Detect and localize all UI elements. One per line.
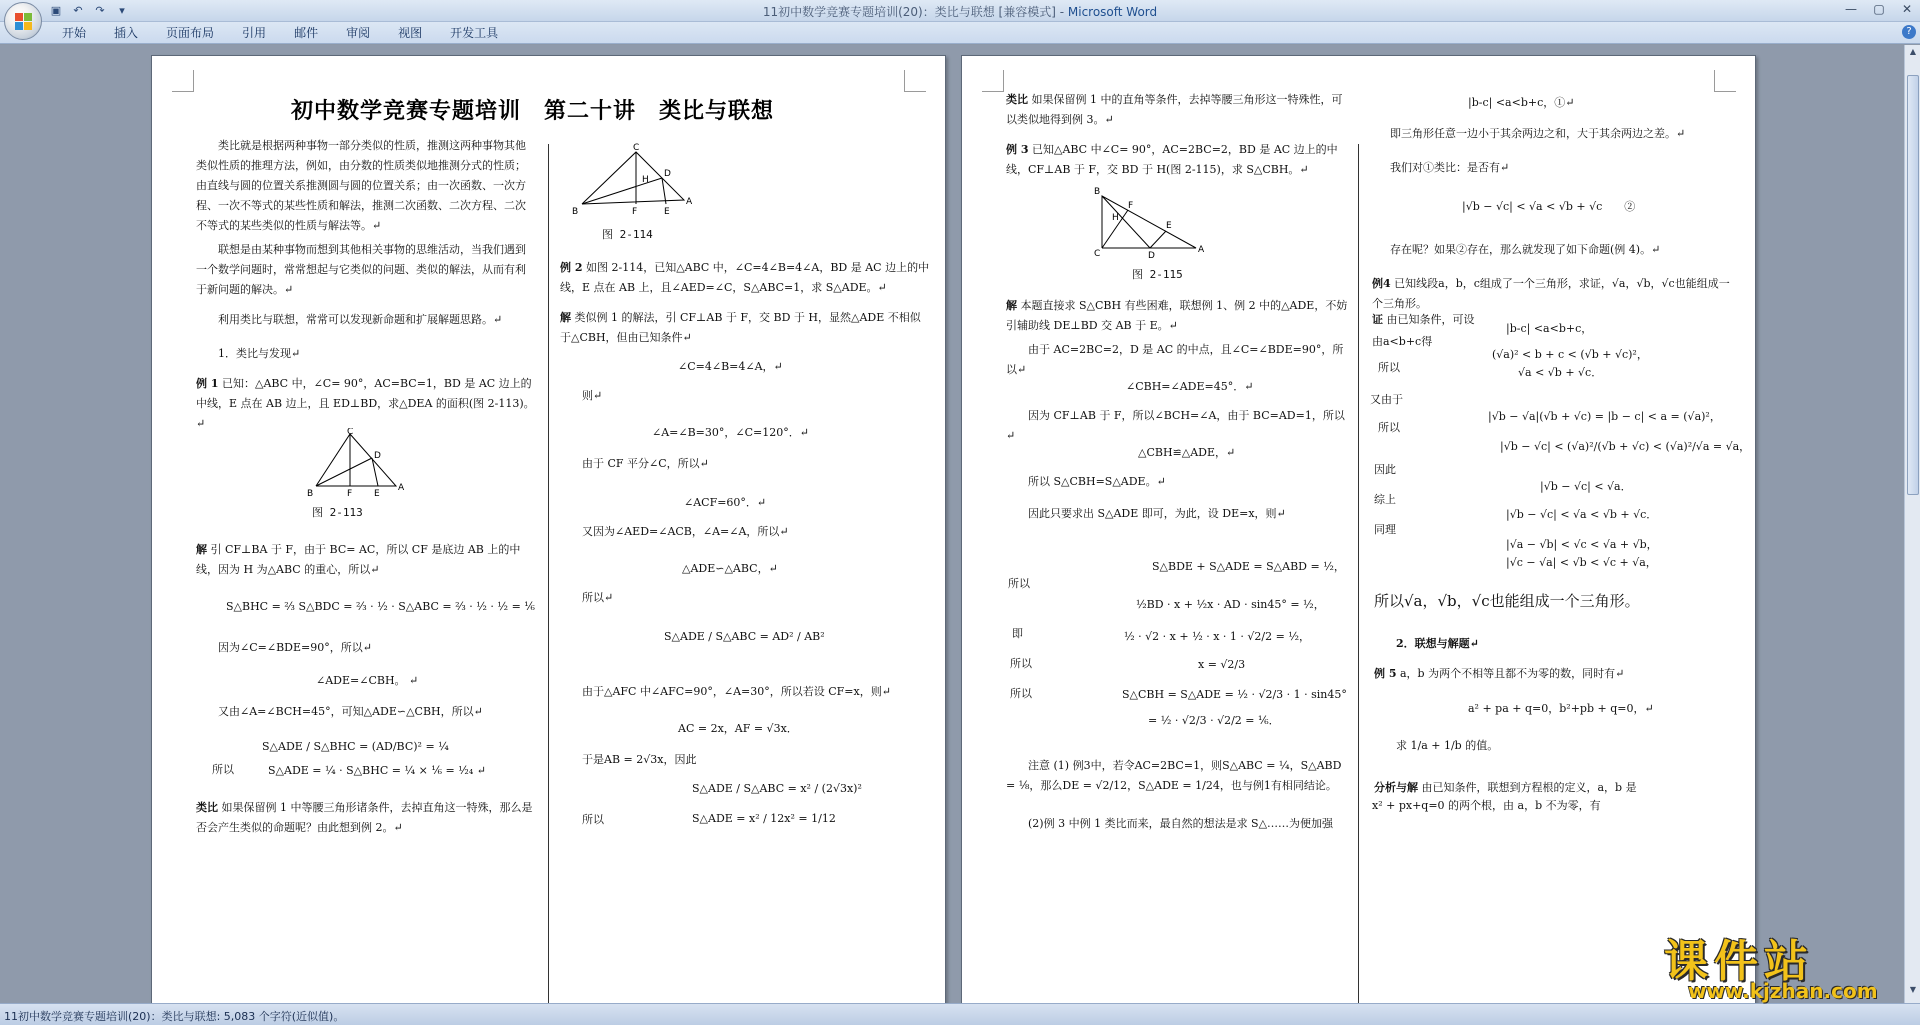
example-text: 已知：△ABC 中，∠C= 90°，AC=BC=1，BD 是 AC 边上的中线，E 点在 AB 边上，且 ED⊥BD，求△DEA 的面积(图 2-113)。↵ xyxy=(196,377,535,430)
svg-text:F: F xyxy=(632,207,638,217)
solution-1 xyxy=(196,540,536,580)
watermark-url: www.kjzhan.com xyxy=(1688,979,1878,1003)
text-line: 所以 xyxy=(1010,657,1032,670)
svg-text:E: E xyxy=(664,207,670,217)
tab-review[interactable]: 审阅 xyxy=(346,26,371,40)
svg-text:D: D xyxy=(1148,251,1155,261)
ratio-equation: S△ADE / S△ABC = x² / (2√3x)² xyxy=(692,782,862,795)
text-line: 所以 xyxy=(1378,421,1400,434)
svg-text:F: F xyxy=(1128,201,1134,211)
triangle-figure-113 xyxy=(302,428,412,500)
text-line: 又因为∠AED=∠ACB，∠A=∠A，所以↵ xyxy=(560,525,789,538)
inequality-equation: |√a − √b| < √c < √a + √b， xyxy=(1506,538,1658,551)
area-sum-equation: S△BDE + S△ADE = S△ABD = ½， xyxy=(1152,560,1345,573)
redo-icon[interactable]: ↷ xyxy=(95,4,105,17)
ratio-equation: S△ADE / S△BHC = (AD/BC)² = ¼ xyxy=(262,740,449,753)
analysis-label: 分析与解 xyxy=(1374,781,1418,794)
svg-text:C: C xyxy=(1094,249,1101,259)
analogy-paragraph xyxy=(196,798,536,838)
status-text: 11初中数学竞赛专题培训(20)：类比与联想: 5,083 个字符(近似值)。 xyxy=(4,1010,345,1023)
ribbon xyxy=(0,22,1920,44)
text-line: 因此 xyxy=(1374,463,1396,476)
svg-text:C: C xyxy=(347,428,354,437)
text-line: 由于 CF 平分∠C，所以↵ xyxy=(560,457,709,470)
page-title: 初中数学竞赛专题培训 第二十讲 类比与联想 xyxy=(291,98,775,124)
tab-mailings[interactable]: 邮件 xyxy=(294,26,319,40)
figure-caption: 图 2-114 xyxy=(602,228,653,241)
page-2[interactable] xyxy=(961,55,1756,1003)
scroll-down-icon[interactable]: ▼ xyxy=(1909,985,1917,994)
section-heading: 2．联想与解题↵ xyxy=(1374,637,1479,650)
svg-text:H: H xyxy=(1112,213,1119,223)
text-line: 因为∠C=∠BDE=90°，所以↵ xyxy=(196,641,372,654)
vertical-scrollbar[interactable] xyxy=(1904,45,1920,1003)
svg-text:F: F xyxy=(347,489,353,499)
solution-label: 解 xyxy=(196,543,207,556)
crop-mark xyxy=(1714,70,1736,92)
inequality-equation: |√b − √c| < (√a)²/(√b + √c) < (√a)²/√a = √a， xyxy=(1500,440,1751,453)
result-equation: S△ADE = x² / 12x² = 1/12 xyxy=(692,812,836,825)
svg-text:A: A xyxy=(1198,245,1205,255)
svg-text:H: H xyxy=(642,175,649,185)
text-line: 又由∠A=∠BCH=45°，可知△ADE∽△CBH，所以↵ xyxy=(196,705,483,718)
solution-label: 解 xyxy=(1006,299,1017,312)
analogy-label: 类比 xyxy=(1006,93,1028,106)
solution-2 xyxy=(560,308,930,348)
solution-label: 解 xyxy=(560,311,571,324)
svg-text:A: A xyxy=(398,483,405,493)
office-button[interactable] xyxy=(4,2,42,40)
crop-mark xyxy=(904,70,926,92)
similarity-equation: △ADE∽△ABC，↵ xyxy=(682,562,778,575)
maximize-button[interactable]: ▢ xyxy=(1873,2,1885,16)
inequality-equation: |b-c| <a<b+c，①↵ xyxy=(1468,96,1575,109)
svg-text:A: A xyxy=(686,197,693,207)
svg-text:B: B xyxy=(1094,187,1101,197)
scroll-thumb[interactable] xyxy=(1907,75,1919,495)
inequality-equation: |√b − √c| < √a < √b + √c． xyxy=(1506,508,1658,521)
save-icon[interactable]: ▣ xyxy=(50,4,62,17)
triangle-figure-114 xyxy=(566,142,696,218)
svg-text:D: D xyxy=(374,451,381,461)
status-bar xyxy=(0,1003,1920,1025)
inequality-equation: |√b − √c| < √a． xyxy=(1540,480,1632,493)
tab-developer[interactable]: 开发工具 xyxy=(450,26,499,40)
area-equation: ½BD · x + ½x · AD · sin45° = ½， xyxy=(1136,598,1325,611)
method-paragraph: 利用类比与联想，常常可以发现新命题和扩展解题思路。↵ xyxy=(196,313,503,326)
figure-caption: 图 2-113 xyxy=(312,506,363,519)
window-title xyxy=(0,3,1920,20)
result-equation: S△ADE = ¼ · S△BHC = ¼ × ⅙ = ¹⁄₂₄ ↵ xyxy=(268,764,486,777)
text-line: 因为 CF⊥AB 于 F，所以∠BCH=∠A，由于 BC=AD=1，所以↵ xyxy=(1006,409,1345,442)
inequality-equation: |b-c| <a<b+c， xyxy=(1506,322,1593,335)
example-text: 如图 2-114，已知△ABC 中，∠C=4∠B=4∠A，BD 是 AC 边上的中线，E 点在 AB 上，且∠AED=∠C，S△ABC=1，求 S△ADE。↵ xyxy=(560,261,930,294)
text-line: 由a<b+c得 xyxy=(1372,335,1433,348)
text-line: 所以 S△CBH=S△ADE。↵ xyxy=(1006,475,1166,488)
text-line: 又由于 xyxy=(1370,393,1403,406)
scroll-up-icon[interactable]: ▲ xyxy=(1909,47,1917,56)
area-equation: ½ · √2 · x + ½ · x · 1 · √2/2 = ½， xyxy=(1124,630,1310,643)
svg-text:B: B xyxy=(307,489,314,499)
conclusion-line: 所以√a，√b，√c也能组成一个三角形。 xyxy=(1374,592,1640,610)
length-equation: AC = 2x，AF = √3x． xyxy=(678,722,798,735)
svg-text:C: C xyxy=(633,143,640,153)
tab-page-layout[interactable]: 页面布局 xyxy=(166,26,215,40)
svg-text:E: E xyxy=(374,489,380,499)
text-line: 综上 xyxy=(1374,493,1396,506)
note-paragraph: (2)例 3 中例 1 类比而来，最自然的想法是求 S△……为便加强 xyxy=(1006,817,1334,830)
example-label: 例 1 xyxy=(196,377,219,390)
ratio-equation: S△ADE / S△ABC = AD² / AB² xyxy=(664,630,825,643)
example-1 xyxy=(196,374,536,434)
text-line: 同理 xyxy=(1374,523,1396,536)
example-label: 例 5 xyxy=(1374,667,1397,680)
solution-text: 引 CF⊥BA 于 F，由于 BC= AC，所以 CF 是底边 AB 上的中线，因为 H 为△ABC 的重心，所以↵ xyxy=(196,543,521,576)
example-text: 已知线段a，b，c组成了一个三角形，求证，√a，√b，√c也能组成一个三角形。 xyxy=(1372,277,1730,310)
tab-home[interactable]: 开始 xyxy=(62,26,87,40)
example-label: 例 3 xyxy=(1006,143,1029,156)
tab-references[interactable]: 引用 xyxy=(242,26,267,40)
analogy-text: 如果保留例 1 中等腰三角形诸条件，去掉直角这一特殊，那么是否会产生类似的命题呢？由此想到例 2。↵ xyxy=(196,801,533,834)
solution-text: 本题直接求 S△CBH 有些困难，联想例 1、例 2 中的△ADE，不妨引辅助线 DE⊥BD 交 AB 于 E。↵ xyxy=(1006,299,1348,332)
svg-text:E: E xyxy=(1166,221,1172,231)
result-equation: S△CBH = S△ADE = ½ · √2/3 · 1 · sin45° xyxy=(1122,688,1347,701)
analysis-text: 由已知条件，联想到方程根的定义，a，b 是 xyxy=(1418,781,1637,794)
page-1[interactable] xyxy=(151,55,946,1003)
proof-label: 证 xyxy=(1372,313,1383,326)
example-3 xyxy=(1006,140,1351,180)
tab-insert[interactable]: 插入 xyxy=(114,26,139,40)
analogy-text: 如果保留例 1 中的直角等条件，去掉等腰三角形这一特殊性，可以类似地得到例 3。↵ xyxy=(1006,93,1343,126)
angle-equation: ∠CBH=∠ADE=45°．↵ xyxy=(1126,380,1254,393)
section-heading: 1．类比与发现↵ xyxy=(196,347,301,360)
help-icon[interactable]: ? xyxy=(1902,25,1916,39)
column-divider xyxy=(548,144,549,1003)
result-equation: = ½ · √2/3 · √2/2 = ⅙． xyxy=(1148,714,1280,727)
text-line: 所以 xyxy=(1378,361,1400,374)
column-divider xyxy=(1358,144,1359,1003)
intro-paragraph: 类比就是根据两种事物一部分类似的性质，推测这两种事物其他类似性质的推理方法，例如，由分数的性质类似地推测分式的性质；由直线与圆的位置关系推测圆与圆的位置关系；由一次函数、一次方程、一次不等式的某些性质和解法，推测二次函数、二次方程、二次不等式的某些类似的性质与解法等。↵ xyxy=(196,139,526,232)
text-line: 所以 xyxy=(1008,577,1030,590)
example-text: 已知△ABC 中∠C= 90°，AC=2BC=2，BD 是 AC 边上的中线，CF⊥AB 于 F，交 BD 于 H(图 2-115)，求 S△CBH。↵ xyxy=(1006,143,1338,176)
app-name: Microsoft Word xyxy=(1067,5,1158,19)
proof-text: 由已知条件，可设 xyxy=(1383,313,1475,326)
text-line: x² + px+q=0 的两个根，由 a，b 不为零，有 xyxy=(1372,799,1601,812)
angle-equation: ∠A=∠B=30°，∠C=120°．↵ xyxy=(652,426,809,439)
text-line: 于是AB = 2√3x，因此 xyxy=(560,753,697,766)
text-line: 则↵ xyxy=(560,389,603,402)
minimize-button[interactable]: — xyxy=(1845,2,1857,16)
close-button[interactable]: ✕ xyxy=(1901,2,1913,16)
example-5 xyxy=(1374,664,1738,684)
inequality-equation: (√a)² < b + c < (√b + √c)²， xyxy=(1492,348,1648,361)
figure-caption: 图 2-115 xyxy=(1132,268,1183,281)
title-bar xyxy=(0,0,1920,22)
customize-qat-icon[interactable]: ▾ xyxy=(119,4,125,17)
text-line: 即 xyxy=(1012,627,1023,640)
angle-equation: ∠ACF=60°．↵ xyxy=(684,496,767,509)
analysis-line xyxy=(1374,778,1738,798)
analogy-label: 类比 xyxy=(196,801,218,814)
inequality-equation: √a < √b + √c． xyxy=(1518,366,1603,379)
inequality-equation: |√c − √a| < √b < √c + √a， xyxy=(1506,556,1657,569)
note-paragraph: 注意 (1) 例3中，若令AC=2BC=1，则S△ABC = ¼，S△ABD = ⅛，那么DE = √2/12，S△ADE = 1/24，也与例1有相同结论。 xyxy=(1006,759,1342,792)
congruence-equation: △CBH≌△ADE，↵ xyxy=(1138,446,1236,459)
area-equation: S△BHC = ²⁄₃ S△BDC = ²⁄₃ · ½ · S△ABC = ²⁄₃ · ½ · ½ = ⅙ xyxy=(226,600,535,613)
analogy-paragraph xyxy=(1006,90,1351,130)
text-line: 所以 xyxy=(1010,687,1032,700)
site-watermark-logo xyxy=(1664,925,1900,1003)
text-line: 所以↵ xyxy=(560,591,614,604)
triangle-figure-115 xyxy=(1092,186,1208,262)
text-line: 所以 xyxy=(560,813,604,826)
solution-text: 类似例 1 的解法，引 CF⊥AB 于 F，交 BD 于 H，显然△ADE 不相似于△CBH，但由已知条件↵ xyxy=(560,311,921,344)
text-line: 由于△AFC 中∠AFC=90°，∠A=30°，所以若设 CF=x，则↵ xyxy=(560,685,891,698)
example-text: a，b 为两个不相等且都不为零的数，同时有↵ xyxy=(1396,667,1625,680)
text-line: 存在呢？如果②存在，那么就发现了如下命题(例 4)。↵ xyxy=(1368,243,1661,256)
ribbon-tabs xyxy=(48,25,512,41)
solution-3 xyxy=(1006,296,1351,336)
example-label: 例4 xyxy=(1372,277,1391,290)
angle-equation: ∠ADE=∠CBH。 ↵ xyxy=(316,674,419,687)
association-paragraph: 联想是由某种事物而想到其他相关事物的思维活动，当我们遇到一个数学问题时，常常想起与它类似的问题、类似的解法，从而有利于新问题的解决。↵ xyxy=(196,243,526,296)
example-2 xyxy=(560,258,930,298)
tab-view[interactable]: 视图 xyxy=(398,26,423,40)
example-label: 例 2 xyxy=(560,261,583,274)
watermark-text: 课件站 xyxy=(1664,936,1814,987)
value-equation: x = √2/3 xyxy=(1198,658,1246,671)
example-4 xyxy=(1372,274,1738,314)
document-name: 11初中数学竞赛专题培训(20)：类比与联想 [兼容模式] - xyxy=(762,5,1068,19)
text-line: 求 1/a + 1/b 的值。 xyxy=(1374,739,1499,752)
text-line: 由于 AC=2BC=2，D 是 AC 的中点，且∠C=∠BDE=90°，所以↵ xyxy=(1006,343,1344,376)
inequality-equation: |√b − √c| < √a < √b + √c ② xyxy=(1462,200,1636,213)
quadratic-equation: a² + pa + q=0，b²+pb + q=0，↵ xyxy=(1468,702,1654,715)
text-line: 所以 xyxy=(212,763,234,776)
crop-mark xyxy=(982,70,1004,92)
crop-mark xyxy=(172,70,194,92)
undo-icon[interactable]: ↶ xyxy=(73,4,83,17)
angle-equation: ∠C=4∠B=4∠A，↵ xyxy=(678,360,783,373)
svg-text:B: B xyxy=(572,207,579,217)
window-controls xyxy=(1844,2,1914,16)
document-workspace[interactable] xyxy=(0,45,1904,1003)
office-logo-icon xyxy=(15,13,33,31)
text-line: 我们对①类比：是否有↵ xyxy=(1368,161,1510,174)
inequality-equation: |√b − √a|(√b + √c) = |b − c| < a = (√a)²， xyxy=(1488,410,1721,423)
svg-text:D: D xyxy=(664,169,671,179)
text-line: 因此只要求出 S△ADE 即可，为此，设 DE=x，则↵ xyxy=(1006,507,1286,520)
text-line: 即三角形任意一边小于其余两边之和，大于其余两边之差。↵ xyxy=(1368,127,1686,140)
